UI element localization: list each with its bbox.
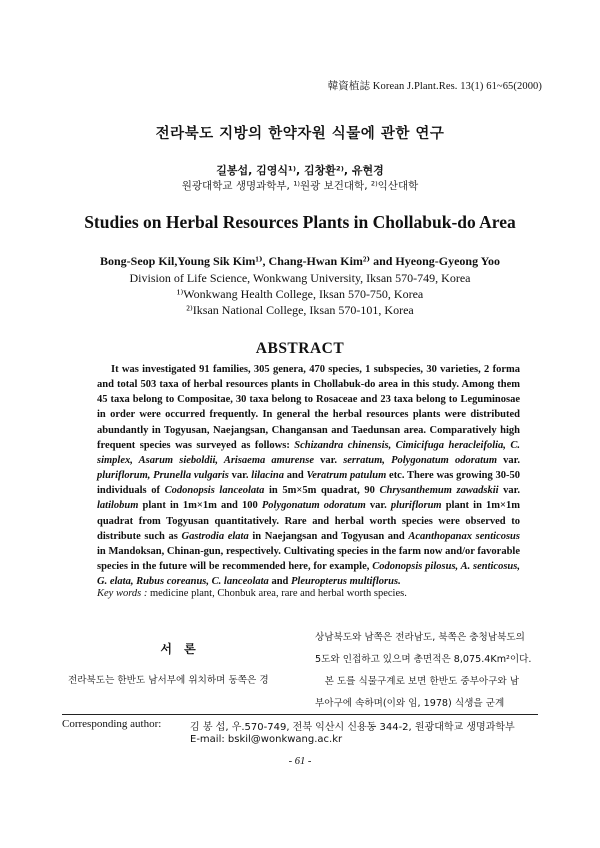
keywords-label: Key words : [97, 588, 148, 599]
species-name: Gastrodia elata [181, 530, 249, 542]
abstract-text: It was investigated 91 families, 305 genera, 470 species, 1 subspecies, 30 varieties, 2 forma and total 503 taxa of herbal resources plants in Chollabuk-do area in this study. Among them 45 taxa belong to Compositae, 30 taxa belong to Rosaceae and 23 taxa belong to Leguminosae in order were occurred frequently. In general the herbal resources plants were distributed abundantly in Togyusan, Naejangsan, Changansan and Taedunsan area. Comparatively high frequent species was surveyed as follows: [97, 364, 520, 451]
species-name: latilobum [97, 500, 139, 512]
species-name: serratum, Polygonatum odoratum [343, 454, 498, 466]
abstract-text: in Mandoksan, Chinan-gun, respectively. Cultivating species in the farm now and/or favorable species in the future will be recommended here, for example, [97, 545, 520, 573]
abstract-text: and [283, 470, 307, 482]
intro-line: 상남북도와 남쪽은 전라남도, 북쪽은 충청남북도의 [315, 632, 525, 643]
abstract-text: var. [497, 454, 521, 466]
abstract-heading: ABSTRACT [255, 340, 345, 357]
page-number: - 61 - [288, 756, 312, 767]
intro-line: 부아구에 속하며(이와 임, 1978) 식생을 군계 [315, 698, 505, 709]
intro-line: 5도와 인접하고 있으며 총면적은 8,075.4Km²이다. [315, 654, 532, 665]
species-name: Chrysanthemum zawadskii [379, 485, 499, 497]
intro-right-column [315, 627, 545, 715]
species-name: pluriflorum, Prunella vulgaris [97, 470, 229, 482]
species-name: Pleuropterus multiflorus. [291, 576, 401, 588]
abstract-text: in Naejangsan and Togyusan and [248, 530, 409, 542]
abstract-text: in 5m×5m quadrat, 90 [264, 485, 380, 497]
abstract-body [97, 362, 520, 589]
species-name: Polygonatum odoratum [261, 500, 366, 512]
species-name: lilacina [251, 470, 284, 482]
keywords-text: medicine plant, Chonbuk area, rare and herbal worth species. [147, 588, 407, 599]
keywords [97, 588, 537, 599]
abstract-text: var. [365, 500, 391, 512]
species-name: Codonopsis lanceolata [164, 485, 265, 497]
abstract-text: plant in 1m×1m quadrat from Togyusan quantitatively. Rare and herbal worth species were observed to distribute such as [97, 500, 521, 542]
abstract-text: etc. There was growing 30-50 individuals of [97, 470, 520, 497]
abstract-text: plant in 1m×1m and 100 [138, 500, 262, 512]
affiliation-line: ¹⁾Wonkwang Health College, Iksan 570-750, Korea [176, 287, 424, 301]
footnote-divider [62, 714, 538, 715]
korean-title: 전라북도 지방의 한약자원 식물에 관한 연구 [155, 126, 445, 142]
english-authors: Bong-Seop Kil,Young Sik Kim¹⁾, Chang-Hwan Kim²⁾ and Hyeong-Gyeong Yoo [100, 254, 500, 268]
affiliation-line: ²⁾Iksan National College, Iksan 570-101, Korea [186, 303, 414, 317]
intro-left-column: 전라북도는 한반도 남서부에 위치하며 동쪽은 경 [68, 675, 269, 686]
species-name: Veratrum patulum [306, 470, 387, 482]
korean-authors: 길봉섭, 김영식¹⁾, 김창환²⁾, 유현경 [216, 164, 384, 177]
korean-affiliations: 원광대학교 생명과학부, ¹⁾원광 보건대학, ²⁾익산대학 [181, 180, 419, 192]
section-heading: 서 론 [160, 642, 200, 656]
abstract-text: var. [228, 470, 252, 482]
intro-line: 본 도를 식물구계로 보면 한반도 중부아구와 남 [315, 676, 519, 687]
abstract-text: and [268, 576, 291, 588]
abstract-text: var. [314, 454, 344, 466]
species-name: Schizandra chinensis, Cimicifuga heracleifolia, C. simplex, Asarum sieboldii, Arisaema amurense [97, 439, 520, 466]
species-name: Codonopsis pilosus, A. senticosus, G. elata, Rubus coreanus, C. lanceolata [97, 561, 520, 588]
corresponding-author-address: 김 봉 섭, 우.570-749, 전북 익산시 신용동 344-2, 원광대학교 생명과학부 [190, 722, 515, 733]
abstract-text: var. [498, 485, 520, 497]
affiliation-line: Division of Life Science, Wonkwang University, Iksan 570-749, Korea [129, 271, 471, 285]
english-title: Studies on Herbal Resources Plants in Chollabuk-do Area [84, 212, 516, 232]
species-name: Acanthopanax senticosus [408, 530, 520, 542]
species-name: pluriflorum [390, 500, 442, 512]
corresponding-author-email: E-mail: bskil@wonkwang.ac.kr [190, 734, 343, 745]
corresponding-author-label: Corresponding author: [62, 718, 162, 730]
journal-reference: 韓資植誌 Korean J.Plant.Res. 13(1) 61~65(2000) [327, 81, 542, 92]
